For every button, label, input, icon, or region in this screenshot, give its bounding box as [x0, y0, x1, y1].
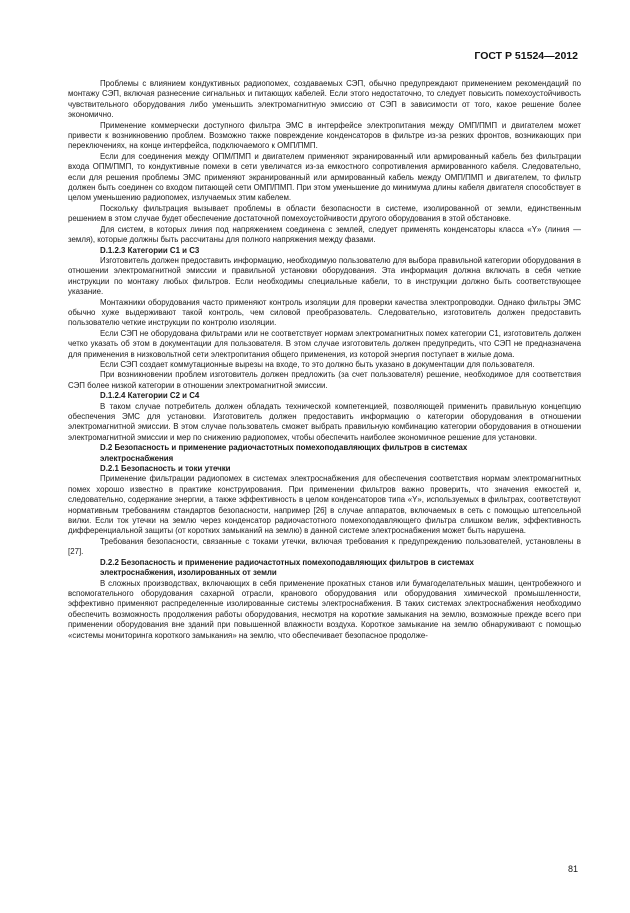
paragraph: Если для соединения между ОПМ/ПМП и двигателем применяют экранированный или армированный кабель без фильтрации входа ОПМ/ПМП, то кондуктивные помехи в сети увеличатся из-за емкостного сопротивления армированного кабеля. Следовательно, если для решения проблемы ЭМС применяют экранированный или армированный кабель между ОМП/ПМП и двигателем, то фильтр должен быть соединен со входом питающей сети ОМП/ПМП. При этом уменьшение до минимума длины кабеля двигателя способствует в целом уменьшению радиопомех, излучаемых этим кабелем.: [68, 151, 581, 203]
standard-header: ГОСТ Р 51524—2012: [474, 50, 578, 62]
paragraph: В таком случае потребитель должен обладать технической компетенцией, позволяющей применить правильную концепцию обеспечения ЭМС для установки. Изготовитель должен предоставить информацию о категории оборудования в отношении электромагнитной эмиссии. В этом случае пользователь сможет выбрать правильную комбинацию категории оборудования в отношении электромагнитной эмиссии и мер по снижению радиопомех, чтобы обеспечить наиболее экономичное решение для установки.: [68, 401, 581, 442]
section-heading-continued: электроснабжения, изолированных от земли: [100, 568, 277, 578]
paragraph: Поскольку фильтрация вызывает проблемы в области безопасности в системе, изолированной от земли, единственным решением в этом случае будет обеспечение достаточной помехоустойчивости другого оборудования в этой обстановке.: [68, 203, 581, 224]
paragraph: Для систем, в которых линия под напряжением соединена с землей, следует применять конденсаторы класса «Y» (линия — земля), которые должны быть рассчитаны для полного напряжения между фазами.: [68, 224, 581, 245]
section-heading-continued: электроснабжения: [100, 453, 174, 463]
paragraph: Изготовитель должен предоставить информацию, необходимую пользователю для выбора правильной категории оборудования в отношении электромагнитной эмиссии и правильной установки оборудования. Эта информация должна включать в себя четкие инструкции по монтажу любых фильтров. Если необходимы специальные кабели, то в инструкции должно быть соответствующее указание.: [68, 255, 581, 297]
section-heading: D.2.2 Безопасность и применение радиочастотных помехоподавляющих фильтров в системах: [100, 557, 474, 567]
paragraph: При возникновении проблем изготовитель должен предложить (за счет пользователя) решение, необходимое для соответствия СЭП более низкой категории в отношении электромагнитной эмиссии.: [68, 370, 581, 390]
paragraph: Проблемы с влиянием кондуктивных радиопомех, создаваемых СЭП, обычно предупреждают применением рекомендаций по монтажу СЭП, включая разнесение сигнальных и питающих кабелей. Если этого недостаточно, то следует повысить помехоустойчивость чувствительного оборудования либо уменьшить электромагнитную эмиссию от СЭП в зависимости от того, какое решение более экономично.: [68, 79, 581, 120]
section-heading: D.1.2.3 Категории С1 и С3: [100, 245, 200, 255]
paragraph: Требования безопасности, связанные с токами утечки, включая требования к предупреждению пользователей, установлены в [27].: [68, 536, 581, 557]
paragraph: Применение коммерчески доступного фильтра ЭМС в интерфейсе электропитания между ОМП/ПМП и двигателем может привести к возникновению проблем. Возможно также повреждение конденсаторов в фильтре из-за резких фронтов, возникающих при переключениях, на конце интерфейса, подключаемого к ОМП/ПМП.: [68, 120, 581, 151]
page-number: 81: [567, 864, 578, 874]
paragraph: В сложных производствах, включающих в себя применение прокатных станов или бумагоделательных машин, центробежного и вспомогательного оборудования сахарной отрасли, кранового оборудования или оборудования химической промышленности, эффективно применяют распределенные изолированные системы электроснабжения. В таких системах электроснабжения необходимо обеспечить возможность продолжения работы оборудования, несмотря на короткие замыкания на землю, возможные прежде всего при применении оборудования вне зданий при повышенной влажности воздуха. Короткое замыкание на землю обнаруживают с помощью «системы мониторинга короткого замыкания» на землю, что обеспечивает безопасное продолже-: [68, 578, 581, 640]
paragraph: Монтажники оборудования часто применяют контроль изоляции для проверки качества электропроводки. Однако фильтры ЭМС обычно хуже выдерживают такой контроль, чем силовой преобразователь. Следовательно, изготовитель должен предоставить пользователю четкие инструкции по контролю изоляции.: [68, 297, 581, 328]
paragraph: Применение фильтрации радиопомех в системах электроснабжения для обеспечения соответствия нормам электромагнитных помех хорошо известно в практике конструирования. При применении фильтров важно проверить, что значения емкостей и, следовательно, содержание энергии, а также эффективность в целом конденсаторов типа «Y», используемых в фильтрах, соответствуют нормативным требованиям стандартов безопасности, например [26] в случае аппаратов, включаемых в сеть с помощью штепсельной вилки. Если ток утечки на землю через конденсатор радиочастотного помехоподавляющего фильтра слишком велик, эффективность дифференциальной защиты (от коротких замыканий на землю) в данной системе электроснабжения может быть нарушена.: [68, 474, 581, 536]
paragraph: Если СЭП создает коммутационные вырезы на входе, то это должно быть указано в документации для пользователя.: [100, 359, 535, 369]
section-heading: D.2 Безопасность и применение радиочастотных помехоподавляющих фильтров в системах: [100, 443, 468, 453]
section-heading: D.2.1 Безопасность и токи утечки: [100, 464, 231, 474]
section-heading: D.1.2.4 Категории С2 и С4: [100, 391, 200, 401]
document-body: [68, 79, 581, 641]
paragraph: Если СЭП не оборудована фильтрами или не соответствует нормам электромагнитных помех категории С1, изготовитель должен четко указать об этом в документации для пользователя. В этом случае изготовитель должен предупредить, что СЭП не предназначена для применения в низковольтной сети электропитания общего применения, из которой энергия поступает в жилые дома.: [68, 328, 581, 359]
